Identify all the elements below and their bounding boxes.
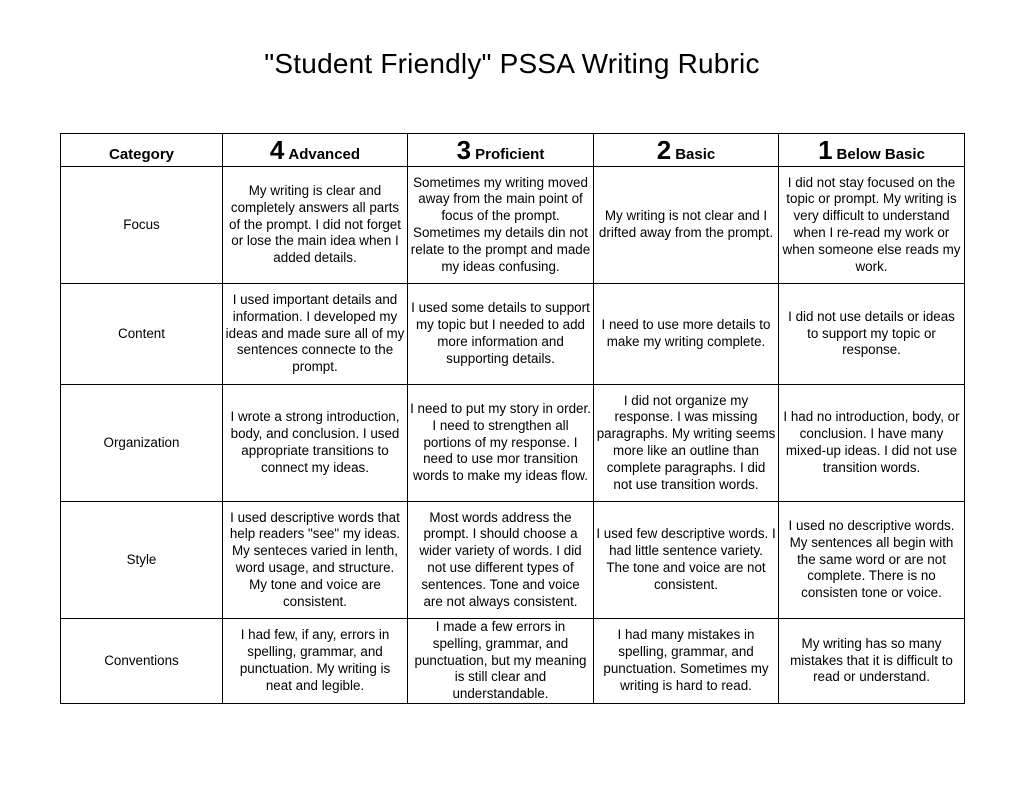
- page-title: "Student Friendly" PSSA Writing Rubric: [264, 48, 760, 79]
- rubric-table: [60, 133, 965, 704]
- table-row-organization: [61, 385, 965, 502]
- rubric-cell: I did not organize my response. I was missing paragraphs. My writing seems more like an outline than complete paragraphs. I did not use transition words.: [594, 385, 779, 502]
- rubric-cell: Most words address the prompt. I should choose a wider variety of words. I did not use different types of sentences. Tone and voice are not always consistent.: [408, 502, 594, 619]
- rubric-cell: I had no introduction, body, or conclusion. I have many mixed-up ideas. I did not use transition words.: [779, 385, 965, 502]
- rubric-cell: My writing is not clear and I drifted away from the prompt.: [594, 167, 779, 284]
- category-cell: Conventions: [61, 619, 223, 704]
- level-label: Below Basic: [836, 146, 925, 164]
- table-row-conventions: [61, 619, 965, 704]
- rubric-cell: I need to put my story in order. I need to strengthen all portions of my response. I need to use mor transition words to make my ideas flow.: [408, 385, 594, 502]
- rubric-cell: I did not stay focused on the topic or prompt. My writing is very difficult to understand when I re-read my work or when someone else reads my work.: [779, 167, 965, 284]
- rubric-cell: My writing has so many mistakes that it is difficult to read or understand.: [779, 619, 965, 704]
- level-number: 2: [656, 135, 672, 166]
- table-row-content: [61, 284, 965, 385]
- rubric-cell: I did not use details or ideas to support my topic or response.: [779, 284, 965, 385]
- level-number: 1: [818, 135, 833, 166]
- header-level-3: [408, 134, 594, 167]
- rubric-cell: I used some details to support my topic but I needed to add more information and supporting details.: [408, 284, 594, 385]
- category-cell: Organization: [61, 385, 223, 502]
- category-cell: Focus: [61, 167, 223, 284]
- header-level-1: [779, 134, 965, 167]
- category-cell: Content: [61, 284, 223, 385]
- rubric-cell: I had few, if any, errors in spelling, grammar, and punctuation. My writing is neat and legible.: [223, 619, 408, 704]
- category-cell: Style: [61, 502, 223, 619]
- rubric-cell: My writing is clear and completely answers all parts of the prompt. I did not forget or lose the main idea when I added details.: [223, 167, 408, 284]
- header-level-2: [594, 134, 779, 167]
- rubric-cell: I used few descriptive words. I had little sentence variety. The tone and voice are not consistent.: [594, 502, 779, 619]
- rubric-cell: I had many mistakes in spelling, grammar, and punctuation. Sometimes my writing is hard to read.: [594, 619, 779, 704]
- rubric-cell: Sometimes my writing moved away from the main point of focus of the prompt. Sometimes my details din not relate to the prompt and made my ideas confusing.: [408, 167, 594, 284]
- rubric-cell: I used no descriptive words. My sentences all begin with the same word or are not complete. There is no consisten tone or voice.: [779, 502, 965, 619]
- rubric-cell: I wrote a strong introduction, body, and conclusion. I used appropriate transitions to connect my ideas.: [223, 385, 408, 502]
- header-level-4: [223, 134, 408, 167]
- table-row-focus: [61, 167, 965, 284]
- rubric-cell: I need to use more details to make my writing complete.: [594, 284, 779, 385]
- level-label: Advanced: [288, 146, 361, 164]
- level-number: 3: [456, 135, 472, 166]
- level-label: Basic: [675, 146, 716, 164]
- rubric-cell: I used important details and information. I developed my ideas and made sure all of my sentences connecte to the prompt.: [223, 284, 408, 385]
- header-row: [61, 134, 965, 167]
- table-row-style: [61, 502, 965, 619]
- level-label: Proficient: [475, 146, 545, 164]
- rubric-cell: I made a few errors in spelling, grammar, and punctuation, but my meaning is still clear and understandable.: [408, 619, 594, 704]
- level-number: 4: [269, 135, 285, 166]
- rubric-cell: I used descriptive words that help readers "see" my ideas. My senteces varied in lenth, word usage, and structure. My tone and voice are consistent.: [223, 502, 408, 619]
- header-category: Category: [61, 134, 223, 167]
